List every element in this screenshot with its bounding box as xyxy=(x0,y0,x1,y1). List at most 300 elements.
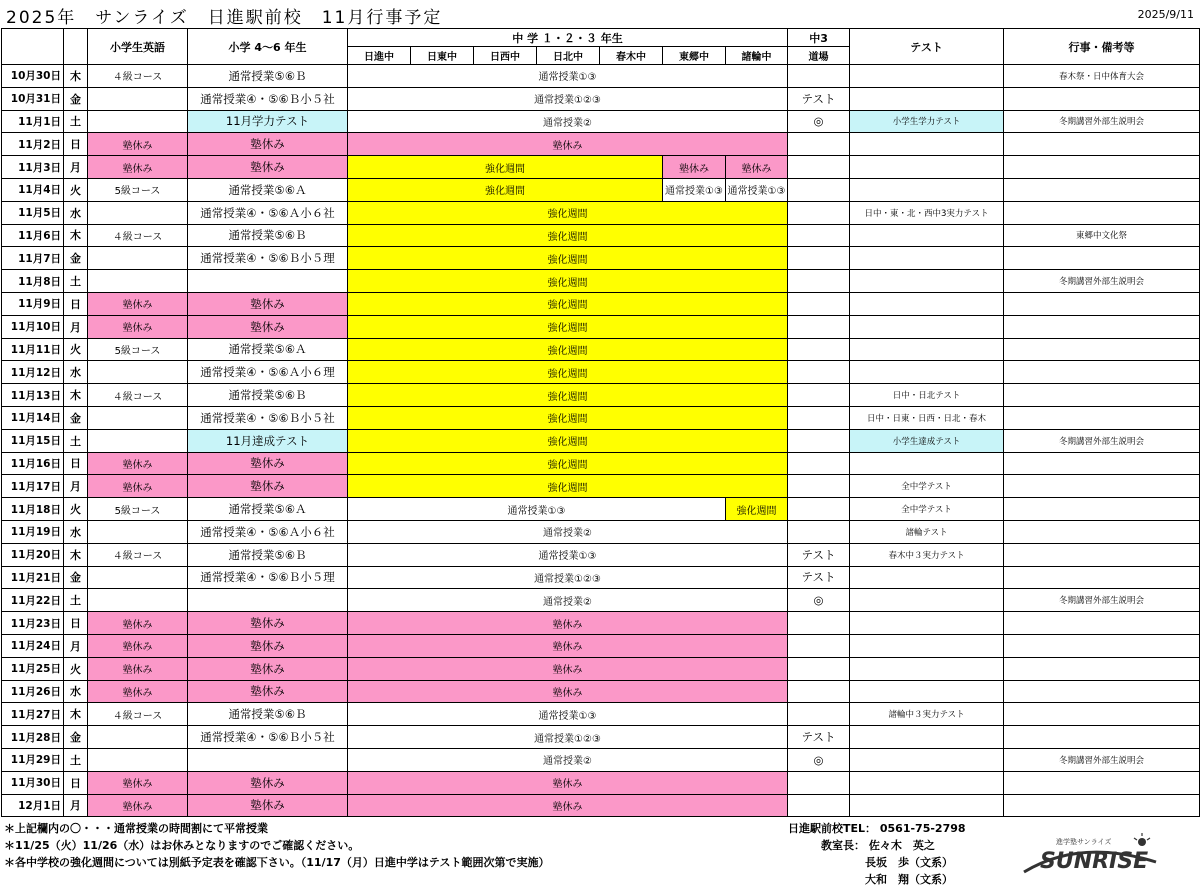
dojo-cell: テスト xyxy=(788,543,850,566)
row-date: 11月26日 xyxy=(2,680,64,703)
table-row xyxy=(2,338,1200,361)
row-date: 11月12日 xyxy=(2,361,64,384)
table-row xyxy=(2,384,1200,407)
dojo-cell xyxy=(788,657,850,680)
table-row xyxy=(2,566,1200,589)
row-weekday: 日 xyxy=(64,133,88,156)
dojo-cell: ◎ xyxy=(788,589,850,612)
table-row xyxy=(2,156,1200,179)
row-weekday: 金 xyxy=(64,726,88,749)
middle-cell-morowa: 通常授業①③ xyxy=(726,178,788,201)
event-cell xyxy=(1004,475,1200,498)
row-date: 11月16日 xyxy=(2,452,64,475)
header-middle: 中 学 １・２・３ 年生 xyxy=(348,29,788,47)
row-date: 11月20日 xyxy=(2,543,64,566)
row-date: 11月7日 xyxy=(2,247,64,270)
table-row xyxy=(2,429,1200,452)
english-cell: 5級コース xyxy=(88,338,188,361)
english-cell xyxy=(88,726,188,749)
row-date: 11月29日 xyxy=(2,748,64,771)
dojo-cell xyxy=(788,612,850,635)
row-date: 12月1日 xyxy=(2,794,64,817)
row-date: 11月27日 xyxy=(2,703,64,726)
header-school: 日西中 xyxy=(474,47,537,65)
elementary-cell: 通常授業⑤⑥Ｂ xyxy=(188,224,348,247)
elementary-cell: 塾休み xyxy=(188,657,348,680)
middle-cell: 強化週間 xyxy=(348,452,788,475)
test-cell xyxy=(850,133,1004,156)
tel-label: TEL： xyxy=(843,822,877,835)
test-cell xyxy=(850,156,1004,179)
logo-name: SUNRISE xyxy=(1040,849,1149,874)
table-row xyxy=(2,680,1200,703)
table-row xyxy=(2,748,1200,771)
table-row xyxy=(2,703,1200,726)
english-cell: 塾休み xyxy=(88,133,188,156)
row-weekday: 土 xyxy=(64,589,88,612)
row-date: 11月25日 xyxy=(2,657,64,680)
english-cell xyxy=(88,87,188,110)
table-row xyxy=(2,452,1200,475)
test-cell xyxy=(850,65,1004,88)
middle-cell: 強化週間 xyxy=(348,247,788,270)
header-chu3: 中3 xyxy=(788,29,850,47)
elementary-cell: 通常授業④・⑤⑥Ｂ小５理 xyxy=(188,247,348,270)
print-date: 2025/9/11 xyxy=(1137,8,1194,21)
row-weekday: 木 xyxy=(64,384,88,407)
row-weekday: 月 xyxy=(64,156,88,179)
row-weekday: 水 xyxy=(64,361,88,384)
middle-cell: 塾休み xyxy=(348,133,788,156)
event-cell xyxy=(1004,178,1200,201)
header-school: 日進中 xyxy=(348,47,411,65)
row-date: 11月13日 xyxy=(2,384,64,407)
english-cell: 塾休み xyxy=(88,680,188,703)
table-row xyxy=(2,315,1200,338)
event-cell xyxy=(1004,315,1200,338)
event-cell: 冬期講習外部生説明会 xyxy=(1004,589,1200,612)
english-cell xyxy=(88,589,188,612)
row-date: 11月17日 xyxy=(2,475,64,498)
middle-cell: 通常授業①②③ xyxy=(348,87,788,110)
dojo-cell xyxy=(788,384,850,407)
test-cell: 全中学テスト xyxy=(850,475,1004,498)
elementary-cell: 11月達成テスト xyxy=(188,429,348,452)
dojo-cell xyxy=(788,133,850,156)
test-cell xyxy=(850,361,1004,384)
english-cell: 塾休み xyxy=(88,794,188,817)
row-weekday: 月 xyxy=(64,475,88,498)
elementary-cell xyxy=(188,748,348,771)
elementary-cell: 通常授業⑤⑥Ｂ xyxy=(188,703,348,726)
note: ＊上記欄内の〇・・・通常授業の時間割にて平常授業 xyxy=(4,822,268,835)
test-cell xyxy=(850,247,1004,270)
middle-cell: 塾休み xyxy=(348,612,788,635)
test-cell: 春木中３実力テスト xyxy=(850,543,1004,566)
elementary-cell: 通常授業④・⑤⑥Ａ小６社 xyxy=(188,520,348,543)
row-date: 11月1日 xyxy=(2,110,64,133)
header-elementary: 小学 4～6 年生 xyxy=(188,29,348,65)
schedule-rows xyxy=(2,65,1200,817)
table-row xyxy=(2,589,1200,612)
elementary-cell: 通常授業④・⑤⑥Ｂ小５社 xyxy=(188,406,348,429)
middle-cell: 通常授業①③ xyxy=(348,543,788,566)
table-row xyxy=(2,475,1200,498)
row-weekday: 木 xyxy=(64,224,88,247)
row-weekday: 金 xyxy=(64,87,88,110)
staff-name: 長坂 歩（文系） xyxy=(865,856,953,869)
header-dojo: 道場 xyxy=(788,47,850,65)
dojo-cell xyxy=(788,292,850,315)
table-row xyxy=(2,247,1200,270)
elementary-cell: 通常授業④・⑤⑥Ｂ小５理 xyxy=(188,566,348,589)
event-cell xyxy=(1004,634,1200,657)
english-cell: ４級コース xyxy=(88,543,188,566)
event-cell xyxy=(1004,338,1200,361)
table-row xyxy=(2,133,1200,156)
schedule-table xyxy=(1,28,1200,817)
test-cell xyxy=(850,338,1004,361)
test-cell xyxy=(850,589,1004,612)
test-cell xyxy=(850,748,1004,771)
row-weekday: 火 xyxy=(64,657,88,680)
middle-cell: 塾休み xyxy=(348,680,788,703)
elementary-cell: 塾休み xyxy=(188,315,348,338)
english-cell xyxy=(88,406,188,429)
middle-cell: 通常授業② xyxy=(348,589,788,612)
test-cell xyxy=(850,270,1004,293)
row-date: 11月8日 xyxy=(2,270,64,293)
note: ＊各中学校の強化週間については別紙予定表を確認下さい。（11/17（月）日進中学はテスト範囲次第で実施） xyxy=(4,856,550,869)
middle-cell: 通常授業①③ xyxy=(348,65,788,88)
row-weekday: 月 xyxy=(64,634,88,657)
elementary-cell: 塾休み xyxy=(188,452,348,475)
middle-cell: 強化週間 xyxy=(348,315,788,338)
english-cell xyxy=(88,201,188,224)
row-date: 11月11日 xyxy=(2,338,64,361)
event-cell xyxy=(1004,726,1200,749)
test-cell xyxy=(850,87,1004,110)
test-cell: 日中・日東・日西・日北・春木 xyxy=(850,406,1004,429)
contact-block xyxy=(788,820,966,888)
header-events: 行事・備考等 xyxy=(1004,29,1200,65)
dojo-cell xyxy=(788,65,850,88)
test-cell xyxy=(850,452,1004,475)
middle-cell-togo: 通常授業①③ xyxy=(663,178,726,201)
middle-cell: 強化週間 xyxy=(348,384,788,407)
middle-cell: 強化週間 xyxy=(348,338,788,361)
row-date: 11月22日 xyxy=(2,589,64,612)
table-row xyxy=(2,224,1200,247)
elementary-cell: 塾休み xyxy=(188,794,348,817)
dojo-cell xyxy=(788,406,850,429)
dojo-cell: ◎ xyxy=(788,110,850,133)
test-cell xyxy=(850,612,1004,635)
dojo-cell xyxy=(788,794,850,817)
middle-cell: 塾休み xyxy=(348,657,788,680)
table-row xyxy=(2,543,1200,566)
test-cell xyxy=(850,657,1004,680)
test-cell xyxy=(850,178,1004,201)
dojo-cell xyxy=(788,429,850,452)
event-cell xyxy=(1004,201,1200,224)
header-english: 小学生英語 xyxy=(88,29,188,65)
elementary-cell: 塾休み xyxy=(188,634,348,657)
row-date: 10月31日 xyxy=(2,87,64,110)
dojo-cell: テスト xyxy=(788,87,850,110)
event-cell xyxy=(1004,703,1200,726)
test-cell: 全中学テスト xyxy=(850,498,1004,521)
row-date: 10月30日 xyxy=(2,65,64,88)
english-cell: 塾休み xyxy=(88,315,188,338)
event-cell xyxy=(1004,133,1200,156)
row-date: 11月21日 xyxy=(2,566,64,589)
english-cell xyxy=(88,110,188,133)
elementary-cell: 通常授業④・⑤⑥Ｂ小５社 xyxy=(188,726,348,749)
note: ＊11/25（火）11/26（水）はお休みとなりますのでご確認ください。 xyxy=(4,839,360,852)
elementary-cell: 塾休み xyxy=(188,612,348,635)
dojo-cell xyxy=(788,156,850,179)
elementary-cell: 通常授業⑤⑥Ａ xyxy=(188,338,348,361)
test-cell: 諸輪テスト xyxy=(850,520,1004,543)
event-cell xyxy=(1004,794,1200,817)
middle-cell: 塾休み xyxy=(348,771,788,794)
row-weekday: 日 xyxy=(64,292,88,315)
event-cell xyxy=(1004,247,1200,270)
middle-cell: 強化週間 xyxy=(348,156,663,179)
event-cell xyxy=(1004,566,1200,589)
elementary-cell: 11月学力テスト xyxy=(188,110,348,133)
logo-tagline: 進学塾サンライズ xyxy=(1056,838,1112,846)
row-date: 11月3日 xyxy=(2,156,64,179)
elementary-cell: 塾休み xyxy=(188,680,348,703)
test-cell: 日中・東・北・西中3実力テスト xyxy=(850,201,1004,224)
event-cell xyxy=(1004,406,1200,429)
row-weekday: 木 xyxy=(64,703,88,726)
english-cell: ４級コース xyxy=(88,65,188,88)
event-cell: 冬期講習外部生説明会 xyxy=(1004,748,1200,771)
row-weekday: 日 xyxy=(64,771,88,794)
test-cell xyxy=(850,726,1004,749)
english-cell xyxy=(88,566,188,589)
event-cell xyxy=(1004,680,1200,703)
english-cell xyxy=(88,247,188,270)
row-weekday: 水 xyxy=(64,520,88,543)
dojo-cell: ◎ xyxy=(788,748,850,771)
page-title: 2025年 サンライズ 日進駅前校 11月行事予定 xyxy=(6,8,443,28)
event-cell xyxy=(1004,520,1200,543)
english-cell xyxy=(88,520,188,543)
elementary-cell: 通常授業⑤⑥Ｂ xyxy=(188,384,348,407)
table-row xyxy=(2,201,1200,224)
middle-cell: 通常授業② xyxy=(348,748,788,771)
middle-cell: 強化週間 xyxy=(348,201,788,224)
english-cell xyxy=(88,361,188,384)
row-date: 11月15日 xyxy=(2,429,64,452)
dojo-cell: テスト xyxy=(788,566,850,589)
elementary-cell: 通常授業⑤⑥Ｂ xyxy=(188,65,348,88)
row-weekday: 月 xyxy=(64,794,88,817)
row-weekday: 金 xyxy=(64,247,88,270)
test-cell xyxy=(850,680,1004,703)
middle-cell: 通常授業② xyxy=(348,110,788,133)
row-weekday: 火 xyxy=(64,178,88,201)
school-name: 日進駅前校 xyxy=(788,822,843,835)
header-school: 東郷中 xyxy=(663,47,726,65)
middle-cell: 強化週間 xyxy=(348,224,788,247)
event-cell xyxy=(1004,771,1200,794)
english-cell: 5級コース xyxy=(88,498,188,521)
dojo-cell xyxy=(788,361,850,384)
event-cell xyxy=(1004,498,1200,521)
table-row xyxy=(2,361,1200,384)
row-weekday: 木 xyxy=(64,543,88,566)
staff-name: 大和 翔（文系） xyxy=(865,873,953,886)
notes xyxy=(4,820,549,871)
row-date: 11月28日 xyxy=(2,726,64,749)
middle-cell: 強化週間 xyxy=(348,270,788,293)
dojo-cell xyxy=(788,771,850,794)
table-row xyxy=(2,65,1200,88)
table-row xyxy=(2,794,1200,817)
middle-cell: 強化週間 xyxy=(348,475,788,498)
sunrise-logo xyxy=(1020,832,1160,878)
row-weekday: 土 xyxy=(64,429,88,452)
elementary-cell: 塾休み xyxy=(188,292,348,315)
dojo-cell xyxy=(788,201,850,224)
row-weekday: 金 xyxy=(64,566,88,589)
event-cell xyxy=(1004,384,1200,407)
middle-cell-togo: 塾休み xyxy=(663,156,726,179)
row-weekday: 金 xyxy=(64,406,88,429)
table-row xyxy=(2,110,1200,133)
table-row xyxy=(2,498,1200,521)
middle-cell: 強化週間 xyxy=(348,406,788,429)
english-cell: 塾休み xyxy=(88,634,188,657)
table-row xyxy=(2,406,1200,429)
test-cell: 小学生学力テスト xyxy=(850,110,1004,133)
test-cell xyxy=(850,634,1004,657)
dojo-cell xyxy=(788,247,850,270)
english-cell: 塾休み xyxy=(88,657,188,680)
elementary-cell: 塾休み xyxy=(188,475,348,498)
dojo-cell xyxy=(788,475,850,498)
elementary-cell: 塾休み xyxy=(188,771,348,794)
english-cell: 塾休み xyxy=(88,292,188,315)
elementary-cell: 通常授業⑤⑥Ａ xyxy=(188,498,348,521)
row-date: 11月19日 xyxy=(2,520,64,543)
english-cell: ４級コース xyxy=(88,224,188,247)
dojo-cell xyxy=(788,270,850,293)
row-date: 11月4日 xyxy=(2,178,64,201)
header-school: 諸輪中 xyxy=(726,47,788,65)
row-weekday: 水 xyxy=(64,680,88,703)
elementary-cell: 塾休み xyxy=(188,156,348,179)
english-cell: ４級コース xyxy=(88,384,188,407)
dojo-cell xyxy=(788,224,850,247)
event-cell: 冬期講習外部生説明会 xyxy=(1004,270,1200,293)
dojo-cell xyxy=(788,634,850,657)
row-date: 11月5日 xyxy=(2,201,64,224)
row-date: 11月30日 xyxy=(2,771,64,794)
english-cell xyxy=(88,270,188,293)
table-row xyxy=(2,726,1200,749)
table-row xyxy=(2,634,1200,657)
elementary-cell: 通常授業④・⑤⑥Ｂ小５社 xyxy=(188,87,348,110)
elementary-cell: 通常授業④・⑤⑥Ａ小６理 xyxy=(188,361,348,384)
middle-cell: 通常授業② xyxy=(348,520,788,543)
middle-cell: 強化週間 xyxy=(348,361,788,384)
table-row xyxy=(2,612,1200,635)
middle-cell-morowa: 塾休み xyxy=(726,156,788,179)
test-cell xyxy=(850,566,1004,589)
dojo-cell xyxy=(788,315,850,338)
event-cell xyxy=(1004,87,1200,110)
head-name: 佐々木 英之 xyxy=(868,839,935,852)
row-weekday: 火 xyxy=(64,498,88,521)
event-cell xyxy=(1004,156,1200,179)
header-test: テスト xyxy=(850,29,1004,65)
test-cell xyxy=(850,794,1004,817)
middle-cell: 塾休み xyxy=(348,794,788,817)
head-label: 教室長： xyxy=(821,839,865,852)
test-cell xyxy=(850,771,1004,794)
row-date: 11月10日 xyxy=(2,315,64,338)
event-cell xyxy=(1004,543,1200,566)
middle-cell: 通常授業①②③ xyxy=(348,726,788,749)
table-row xyxy=(2,657,1200,680)
row-weekday: 土 xyxy=(64,748,88,771)
row-date: 11月14日 xyxy=(2,406,64,429)
row-weekday: 土 xyxy=(64,270,88,293)
row-weekday: 日 xyxy=(64,452,88,475)
row-weekday: 土 xyxy=(64,110,88,133)
english-cell: 塾休み xyxy=(88,612,188,635)
middle-cell: 強化週間 xyxy=(348,429,788,452)
tel-number: 0561-75-2798 xyxy=(879,822,966,835)
test-cell xyxy=(850,224,1004,247)
elementary-cell: 塾休み xyxy=(188,133,348,156)
elementary-cell xyxy=(188,589,348,612)
middle-cell: 強化週間 xyxy=(348,178,663,201)
event-cell: 春木祭・日中体育大会 xyxy=(1004,65,1200,88)
row-weekday: 月 xyxy=(64,315,88,338)
english-cell: 塾休み xyxy=(88,475,188,498)
table-row xyxy=(2,520,1200,543)
event-cell xyxy=(1004,292,1200,315)
header-school: 日北中 xyxy=(537,47,600,65)
row-weekday: 日 xyxy=(64,612,88,635)
english-cell: 5級コース xyxy=(88,178,188,201)
middle-cell: 通常授業①②③ xyxy=(348,566,788,589)
test-cell xyxy=(850,315,1004,338)
english-cell: 塾休み xyxy=(88,771,188,794)
english-cell: 塾休み xyxy=(88,452,188,475)
dojo-cell xyxy=(788,178,850,201)
dojo-cell xyxy=(788,452,850,475)
event-cell xyxy=(1004,361,1200,384)
dojo-cell xyxy=(788,498,850,521)
event-cell xyxy=(1004,452,1200,475)
row-weekday: 水 xyxy=(64,201,88,224)
row-date: 11月18日 xyxy=(2,498,64,521)
test-cell: 日中・日北テスト xyxy=(850,384,1004,407)
english-cell: ４級コース xyxy=(88,703,188,726)
middle-cell: 通常授業①③ xyxy=(348,498,726,521)
header-blank-day xyxy=(64,29,88,65)
event-cell xyxy=(1004,612,1200,635)
row-date: 11月24日 xyxy=(2,634,64,657)
